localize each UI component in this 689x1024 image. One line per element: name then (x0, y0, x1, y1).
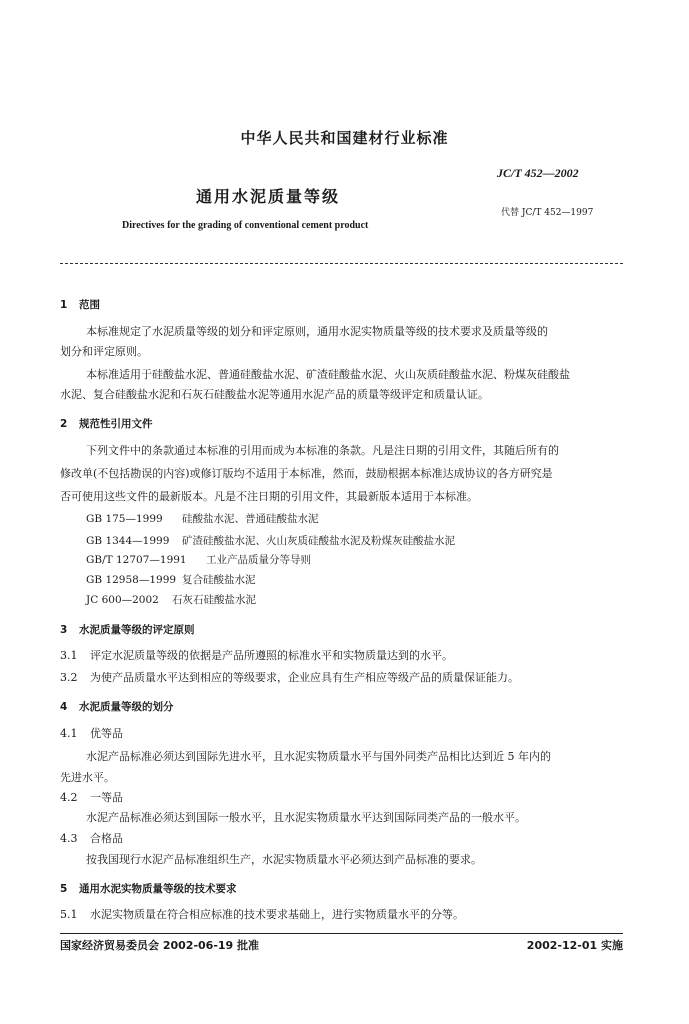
section-3-heading: 3 水泥质量等级的评定原则 (60, 624, 195, 636)
footer-divider (60, 933, 623, 934)
section-1-heading: 1 范围 (60, 299, 100, 311)
paragraph: 划分和评定原则。 (60, 345, 148, 358)
reference-item: GB 1344—1999 矿渣硅酸盐水泥、火山灰质硅酸盐水泥及粉煤灰硅酸盐水泥 (86, 535, 455, 547)
replaces-standard: 代替 JC/T 452—1997 (501, 208, 594, 218)
paragraph: 水泥产品标准必须达到国际一般水平，且水泥实物质量水平达到国际同类产品的一般水平。 (86, 811, 526, 824)
clause-heading: 4.1 优等品 (60, 727, 123, 740)
paragraph: 下列文件中的条款通过本标准的引用而成为本标准的条款。凡是注日期的引用文件，其随后所有的 (86, 444, 559, 457)
standard-code: JC/T 452—2002 (497, 166, 579, 180)
header-divider (60, 263, 623, 264)
reference-item: GB 12958—1999 复合硅酸盐水泥 (86, 574, 256, 586)
clause: 3.2 为使产品质量水平达到相应的等级要求，企业应具有生产相应等级产品的质量保证能力。 (60, 671, 519, 684)
industry-standard-heading: 中华人民共和国建材行业标准 (240, 129, 449, 147)
english-title: Directives for the grading of conventional cement product (122, 220, 369, 231)
clause: 5.1 水泥实物质量在符合相应标准的技术要求基础上，进行实物质量水平的分等。 (60, 908, 464, 921)
clause-heading: 4.2 一等品 (60, 791, 123, 804)
section-2-heading: 2 规范性引用文件 (60, 418, 153, 430)
paragraph: 本标准规定了水泥质量等级的划分和评定原则，通用水泥实物质量等级的技术要求及质量等级的 (86, 325, 548, 338)
paragraph: 先进水平。 (60, 771, 115, 784)
reference-item: GB/T 12707—1991 工业产品质量分等导则 (86, 554, 311, 566)
implementation-date: 2002-12-01 实施 (526, 939, 623, 952)
paragraph: 按我国现行水泥产品标准组织生产，水泥实物质量水平必须达到产品标准的要求。 (86, 853, 482, 866)
paragraph: 水泥产品标准必须达到国际先进水平，且水泥实物质量水平与国外同类产品相比达到近 5 年内的 (86, 750, 551, 763)
paragraph: 修改单(不包括勘误的内容)或修订版均不适用于本标准，然而，鼓励根据本标准达成协议的各方研究是 (60, 467, 553, 480)
reference-item: GB 175—1999 硅酸盐水泥、普通硅酸盐水泥 (86, 513, 319, 525)
document-title: 通用水泥质量等级 (196, 187, 341, 206)
clause-heading: 4.3 合格品 (60, 832, 123, 845)
clause: 3.1 评定水泥质量等级的依据是产品所遵照的标准水平和实物质量达到的水平。 (60, 649, 453, 662)
reference-item: JC 600—2002 石灰石硅酸盐水泥 (86, 594, 256, 606)
section-4-heading: 4 水泥质量等级的划分 (60, 701, 174, 713)
paragraph: 否可使用这些文件的最新版本。凡是不注日期的引用文件，其最新版本适用于本标准。 (60, 490, 478, 503)
paragraph: 本标准适用于硅酸盐水泥、普通硅酸盐水泥、矿渣硅酸盐水泥、火山灰质硅酸盐水泥、粉煤灰硅酸盐 (86, 368, 570, 381)
section-5-heading: 5 通用水泥实物质量等级的技术要求 (60, 883, 237, 895)
approval-date: 国家经济贸易委员会 2002-06-19 批准 (60, 939, 260, 952)
paragraph: 水泥、复合硅酸盐水泥和石灰石硅酸盐水泥等通用水泥产品的质量等级评定和质量认证。 (60, 388, 489, 401)
